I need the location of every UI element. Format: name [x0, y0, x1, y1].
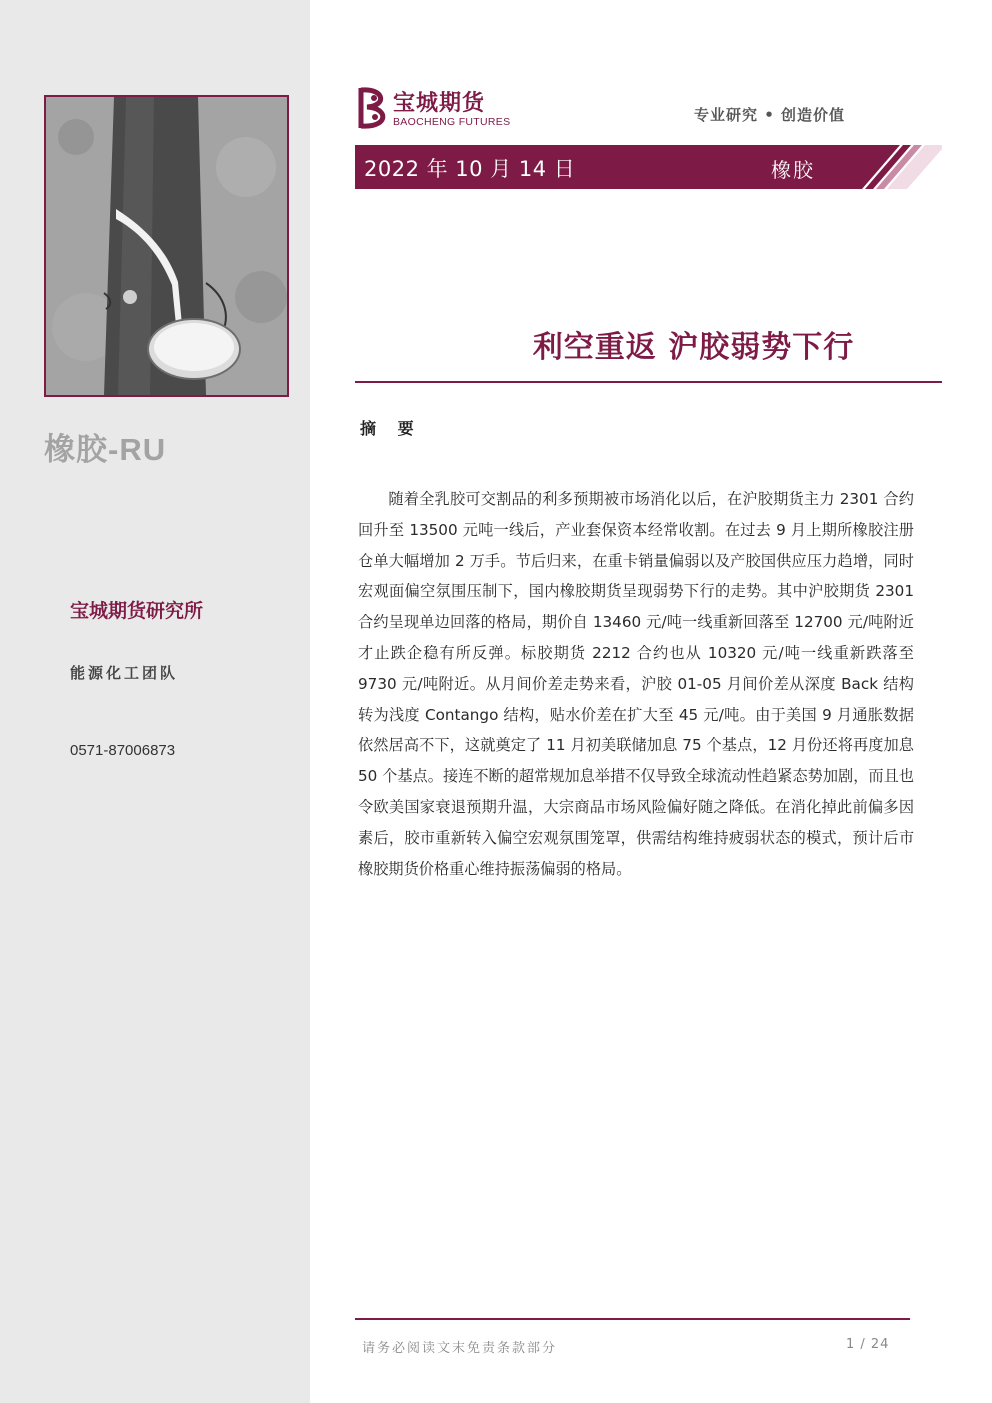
disclaimer-note: 请务必阅读文末免责条款部分: [362, 1341, 558, 1356]
title-divider: [355, 381, 942, 383]
report-title: 利空重返 沪胶弱势下行: [532, 330, 855, 365]
report-date: 2022 年 10 月 14 日: [364, 157, 576, 181]
rubber-tree-image: [46, 97, 287, 395]
brand-slogan: 专业研究 • 创造价值: [694, 106, 846, 124]
brand-name-cn: 宝城期货: [393, 90, 486, 116]
baocheng-logo-icon: [355, 86, 389, 130]
institute-name: 宝城期货研究所: [70, 600, 204, 622]
date-category-banner: [355, 145, 942, 189]
brand-name-en: BAOCHENG FUTURES: [393, 116, 511, 128]
phone-number: 0571-87006873: [70, 742, 176, 759]
footer-divider: [355, 1318, 910, 1320]
sidebar: [0, 0, 310, 1403]
abstract-body: 随着全乳胶可交割品的利多预期被市场消化以后，在沪胶期货主力 2301 合约回升至 13500 元吨一线后，产业套保资本经常收割。在过去 9 月上期所橡胶注册仓单大幅增加 2 万手。节后归来，在重卡销量偏弱以及产胶国供应压力趋增，同时宏观面偏空氛围压制下，国内橡胶期货呈现弱势下行的走势。其中沪胶期货 2301 合约呈现单边回落的格局，期价自 13460 元/吨一线重新回落至 12700 元/吨附近才止跌企稳有所反弹。标胶期货 2212 合约也从 10320 元/吨一线重新跌落至 9730 元/吨附近。从月间价差走势来看，沪胶 01-05 月间价差从深度 Back 结构转为浅度 Contango 结构，贴水价差在扩大至 45 元/吨。由于美国 9 月通胀数据依然居高不下，这就奠定了 11 月初美联储加息 75 个基点，12 月份还将再度加息 50 个基点。接连不断的超常规加息举措不仅导致全球流动性趋紧态势加剧，而且也令欧美国家衰退预期升温，大宗商品市场风险偏好随之降低。在消化掉此前偏多因素后，胶市重新转入偏空宏观氛围笼罩，供需结构维持疲弱状态的模式，预计后市橡胶期货价格重心维持振荡偏弱的格局。: [358, 490, 914, 878]
product-code: 橡胶-RU: [44, 432, 167, 467]
brand-logo: [355, 86, 525, 132]
cover-photo-rubber-tapping: [44, 95, 289, 397]
abstract-heading: 摘 要: [360, 419, 422, 438]
page-number: 1 / 24: [846, 1337, 890, 1352]
team-name: 能源化工团队: [70, 664, 179, 682]
report-category: 橡胶: [771, 158, 815, 182]
